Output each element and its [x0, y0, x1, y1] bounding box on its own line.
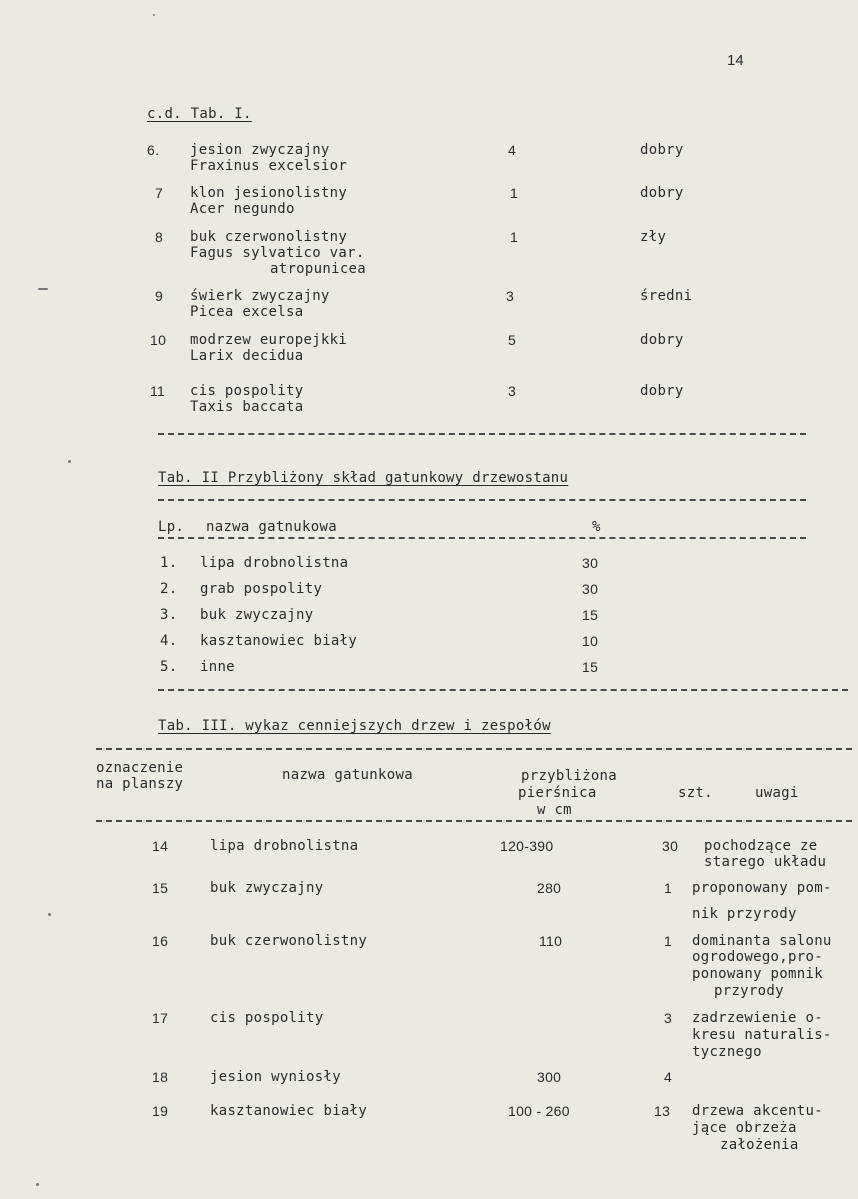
tab3-row-note: założenia	[720, 1137, 799, 1153]
tab3-row-circumference: 120-390	[500, 838, 554, 854]
tab2-header-percent: %	[592, 519, 601, 535]
tab3-row-note: tycznego	[692, 1044, 762, 1060]
tab3-row-name: kasztanowiec biały	[210, 1103, 368, 1119]
tab2-row-name: inne	[200, 659, 235, 675]
tab2-row-percent: 15	[582, 659, 599, 675]
tab3-row-number: 16	[152, 933, 169, 949]
tab2-header-lp: Lp.	[158, 519, 185, 535]
tab1-row-name: buk czerwonolistny	[190, 229, 348, 245]
tab2-row-name: lipa drobnolistna	[200, 555, 349, 571]
paper-speck	[48, 913, 51, 916]
tab3-row-quantity: 3	[664, 1010, 673, 1026]
tab3-row-circumference: 280	[537, 880, 562, 896]
tab1-row-latin: Larix decidua	[190, 348, 304, 364]
tab3-header-circumference: przybliżona	[521, 768, 618, 784]
tab3-row-quantity: 1	[664, 880, 673, 896]
tab3-row-note: nik przyrody	[692, 906, 797, 922]
paper-speck	[36, 1183, 39, 1186]
tab1-row-state: zły	[640, 229, 667, 245]
tab3-header-mark-cont: na planszy	[96, 776, 184, 792]
tab1-row-latin: Taxis baccata	[190, 399, 304, 415]
tab1-title: c.d. Tab. I.	[147, 106, 252, 122]
tab1-row-name: cis pospolity	[190, 383, 304, 399]
tab1-row-count: 1	[510, 185, 519, 201]
tab1-row-count: 4	[508, 142, 517, 158]
tab3-header-mark: oznaczenie	[96, 760, 184, 776]
tab2-row-name: kasztanowiec biały	[200, 633, 358, 649]
paper-speck	[38, 288, 48, 290]
tab3-row-name: buk zwyczajny	[210, 880, 324, 896]
tab3-title: Tab. III. wykaz cenniejszych drzew i zespołów	[158, 718, 551, 734]
tab3-row-name: jesion wyniosły	[210, 1069, 341, 1085]
tab2-row-number: 1.	[160, 555, 178, 571]
separator-line	[158, 689, 848, 691]
tab1-row-name: świerk zwyczajny	[190, 288, 330, 304]
tab1-row-count: 3	[506, 288, 515, 304]
header-underline	[158, 537, 806, 539]
tab2-row-percent: 30	[582, 555, 599, 571]
tab2-row-number: 2.	[160, 581, 178, 597]
tab1-row-state: dobry	[640, 185, 684, 201]
tab1-row-latin-cont: atropunicea	[270, 261, 367, 277]
paper-speck	[153, 14, 155, 16]
tab1-row-name: modrzew europejkki	[190, 332, 348, 348]
tab3-row-note: dominanta salonu	[692, 933, 832, 949]
tab1-row-count: 3	[508, 383, 517, 399]
tab3-row-note: proponowany pom-	[692, 880, 832, 896]
page-number: 14	[727, 52, 744, 69]
tab3-row-circumference: 110	[539, 933, 563, 949]
tab3-row-note: przyrody	[714, 983, 784, 999]
tab3-row-note: pochodzące ze	[704, 838, 818, 854]
tab3-row-quantity: 13	[654, 1103, 671, 1119]
tab1-row-name: jesion zwyczajny	[190, 142, 330, 158]
tab2-title: Tab. II Przybliżony skład gatunkowy drzewostanu	[158, 470, 569, 486]
tab3-row-number: 19	[152, 1103, 169, 1119]
separator-line	[158, 499, 806, 501]
tab3-row-note: jące obrzeża	[692, 1120, 797, 1136]
tab1-row-latin: Fraxinus excelsior	[190, 158, 348, 174]
tab1-row-latin: Acer negundo	[190, 201, 295, 217]
tab1-row-state: średni	[640, 288, 693, 304]
tab3-row-note: kresu naturalis-	[692, 1027, 832, 1043]
tab1-row-number: 6.	[147, 142, 160, 158]
tab1-row-number: 7	[155, 185, 164, 201]
tab3-row-quantity: 30	[662, 838, 679, 854]
tab2-row-percent: 15	[582, 607, 599, 623]
header-underline	[96, 820, 852, 822]
tab2-row-percent: 10	[582, 633, 599, 649]
tab3-row-quantity: 4	[664, 1069, 673, 1085]
tab3-row-circumference: 300	[537, 1069, 562, 1085]
tab3-row-note: ponowany pomnik	[692, 966, 823, 982]
paper-speck	[68, 460, 71, 463]
tab1-row-number: 11	[150, 383, 166, 399]
tab3-row-note: zadrzewienie o-	[692, 1010, 823, 1026]
tab3-row-circumference: 100 - 260	[508, 1103, 570, 1119]
tab3-row-quantity: 1	[664, 933, 673, 949]
tab1-row-latin: Picea excelsa	[190, 304, 304, 320]
tab1-row-state: dobry	[640, 332, 684, 348]
tab3-row-note: starego układu	[704, 854, 827, 870]
tab1-row-count: 1	[510, 229, 519, 245]
tab1-row-number: 10	[150, 332, 167, 348]
tab3-row-note: ogrodowego,pro-	[692, 949, 823, 965]
tab3-row-number: 14	[152, 838, 169, 854]
tab2-row-number: 5.	[160, 659, 178, 675]
tab2-row-name: buk zwyczajny	[200, 607, 314, 623]
tab2-row-number: 3.	[160, 607, 178, 623]
tab3-header-circumference-cont: pierśnica	[518, 785, 597, 801]
tab1-row-state: dobry	[640, 383, 684, 399]
tab1-row-name: klon jesionolistny	[190, 185, 348, 201]
tab3-header-unit: w cm	[537, 802, 572, 818]
tab3-header-name: nazwa gatunkowa	[282, 767, 413, 783]
tab2-header-name: nazwa gatnukowa	[206, 519, 337, 535]
tab3-row-number: 18	[152, 1069, 169, 1085]
tab1-row-count: 5	[508, 332, 517, 348]
tab3-row-note: drzewa akcentu-	[692, 1103, 823, 1119]
tab3-row-name: lipa drobnolistna	[210, 838, 359, 854]
tab2-row-name: grab pospolity	[200, 581, 323, 597]
tab3-row-number: 17	[152, 1010, 169, 1026]
separator-line	[158, 433, 806, 435]
tab3-row-number: 15	[152, 880, 169, 896]
tab2-row-number: 4.	[160, 633, 178, 649]
tab1-row-state: dobry	[640, 142, 684, 158]
tab3-header-quantity: szt.	[678, 785, 713, 801]
tab2-row-percent: 30	[582, 581, 599, 597]
separator-line	[96, 748, 852, 750]
tab3-row-name: cis pospolity	[210, 1010, 324, 1026]
tab1-row-number: 8	[155, 229, 164, 245]
tab3-header-notes: uwagi	[755, 785, 799, 801]
tab3-row-name: buk czerwonolistny	[210, 933, 368, 949]
tab1-row-number: 9	[155, 288, 164, 304]
tab1-row-latin: Fagus sylvatico var.	[190, 245, 365, 261]
